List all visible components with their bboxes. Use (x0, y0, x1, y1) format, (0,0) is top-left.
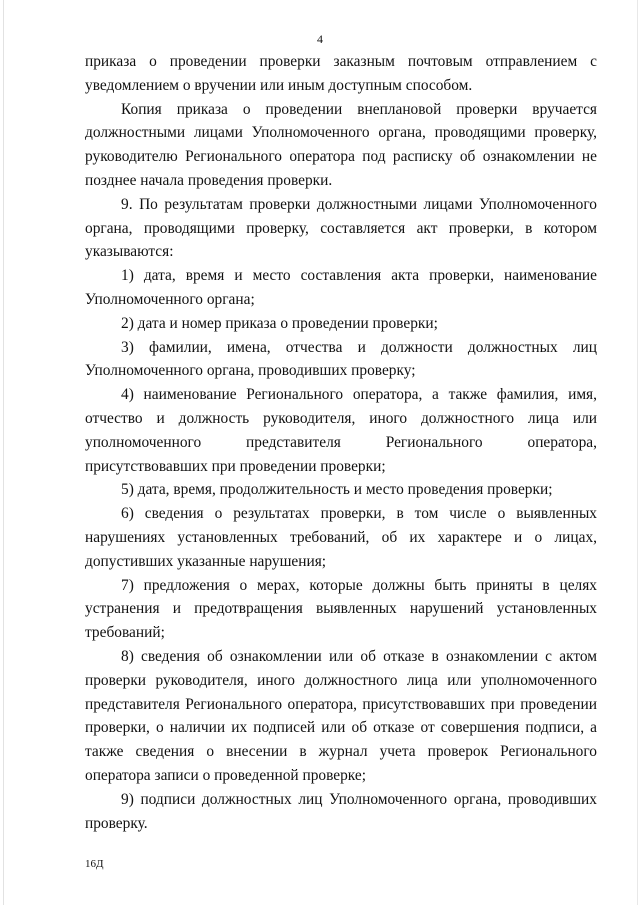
list-item-7: 7) предложения о мерах, которые должны быть приняты в целях устранения и предотвращения выявленных нарушений установленных требований; (85, 576, 597, 642)
scan-edge-right (637, 0, 638, 905)
list-item-4: 4) наименование Регионального оператора, а также фамилия, имя, отчество и должность руководителя, иного должностного лица или уполномоченного представителя Регионального оператора, присутствовавших при проведении проверки; (85, 386, 597, 475)
paragraph-order-copy: Копия приказа о проведении внеплановой проверки вручается должностными лицами Уполномоченного органа, проводящими проверку, руководителю Регионального оператора под расписку об ознакомлении не позднее начала проведения проверки. (85, 100, 597, 189)
scan-edge-left (3, 0, 4, 905)
list-item-5: 5) дата, время, продолжительность и место проведения проверки; (121, 481, 553, 499)
list-item-2: 2) дата и номер приказа о проведении проверки; (121, 314, 438, 332)
list-item-9: 9) подписи должностных лиц Уполномоченного органа, проводивших проверку. (85, 790, 597, 832)
list-item-8: 8) сведения об ознакомлении или об отказе в ознакомлении с актом проверки руководителя, иного должностного лица или уполномоченного представителя Регионального оператора, присутствовавших при проведении проверки, о наличии их подписей или об отказе от совершения подписи, а также сведения о внесении в журнал учета проверок Регионального оператора записи о проведенной проверке; (85, 647, 597, 784)
paragraph-item-9: 9. По результатам проверки должностными лицами Уполномоченного органа, проводящими проверку, составляется акт проверки, в котором указываются: (85, 195, 597, 261)
paragraph-continuation: приказа о проведении проверки заказным почтовым отправлением с уведомлением о вручении или иным доступным способом. (85, 53, 597, 94)
footer-document-code: 16Д (85, 858, 104, 870)
document-body (85, 50, 597, 835)
list-item-3: 3) фамилии, имена, отчества и должности должностных лиц Уполномоченного органа, проводивших проверку; (85, 338, 597, 380)
list-item-6: 6) сведения о результатах проверки, в том числе о выявленных нарушениях установленных требований, об их характере и о лицах, допустивших указанные нарушения; (85, 505, 597, 570)
list-item-1: 1) дата, время и место составления акта проверки, наименование Уполномоченного органа; (85, 267, 597, 308)
page-number: 4 (317, 32, 323, 46)
